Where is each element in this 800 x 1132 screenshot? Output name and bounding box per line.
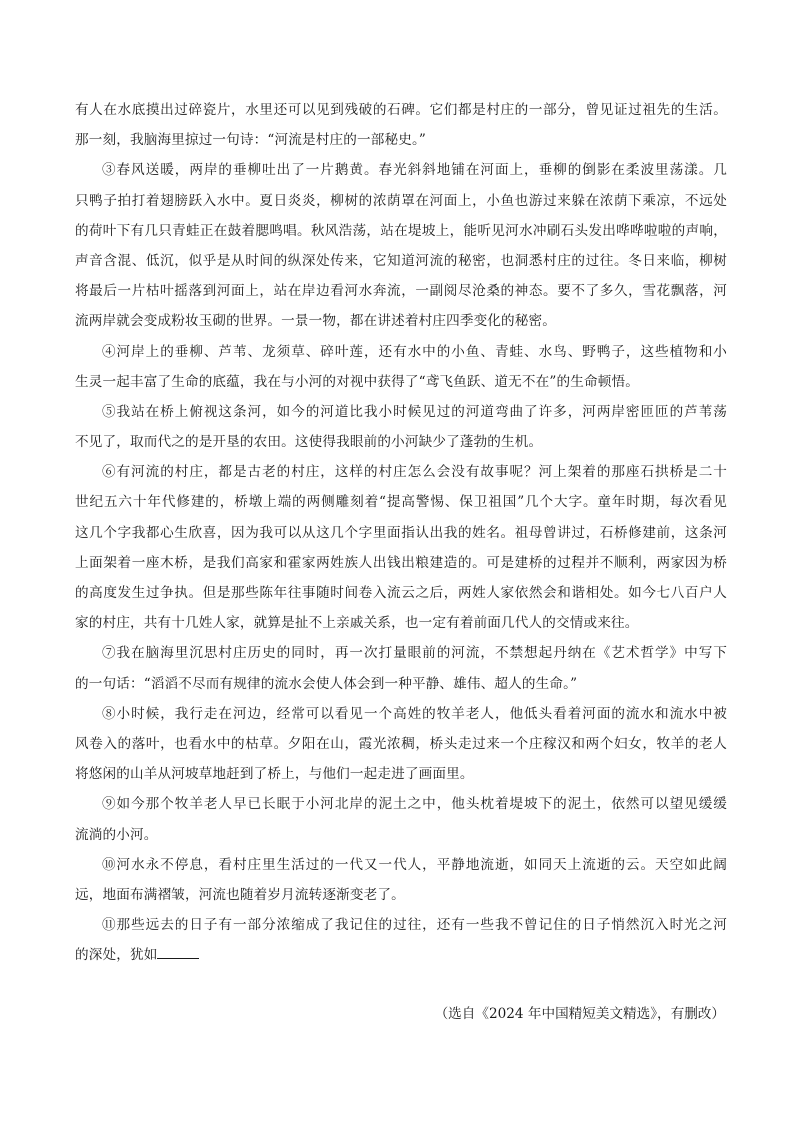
text-line-content: 的高度发生过争执。但是那些陈年往事随时间卷入流云之后，两姓人家依然会和谐相处。如今七八百户人 [75,585,727,601]
text-line [75,306,727,336]
text-line-content: 上面架着一座木桥，是我们高家和霍家两姓族人出钱出粮建造的。可是建桥的过程并不顺利，两家因为桥 [75,554,727,571]
text-line [75,699,727,729]
paragraph-p3 [75,155,727,336]
text-line-content: 的荷叶下有几只青蛙正在鼓着腮鸣唱。秋风浩荡，站在堤坡上，能听见河水冲刷石头发出哗哗啦啦的声响， [75,222,727,239]
text-line [75,246,727,276]
paragraph-p6 [75,457,727,638]
text-line-content: ⑩河水永不停息，看村庄里生活过的一代又一代人，平静地流逝，如同天上流逝的云。天空如此阔 [102,856,727,873]
text-line-content: 流淌的小河。 [75,826,158,843]
text-line-content: 风卷入的落叶，也看水中的枯草。夕阳在山，霞光浓稠，桥头走过来一个庄稼汉和两个妇女，牧羊的老人 [75,735,727,752]
paragraph-p9 [75,789,727,849]
text-line [75,457,727,487]
text-line-content: ⑦我在脑海里沉思村庄历史的同时，再一次打量眼前的河流，不禁想起丹纳在《艺术哲学》中写下 [102,645,727,662]
text-line-content: ⑨如今那个牧羊老人早已长眠于小河北岸的泥土之中，他头枕着堤坡下的泥土，依然可以望见缓缓 [102,796,727,813]
text-line [75,518,727,548]
text-line [75,789,727,819]
text-line-content: ③春风送暖，两岸的垂柳吐出了一片鹅黄。春光斜斜地铺在河面上，垂柳的倒影在柔波里荡漾。几 [102,162,727,179]
text-line [75,427,727,457]
text-line-content: 那一刻，我脑海里掠过一句诗：“河流是村庄的一部秘史。” [75,132,426,149]
text-line-content: 生灵一起丰富了生命的底蕴，我在与小河的对视中获得了“鸢飞鱼跃、道无不在”的生命顿悟。 [75,373,639,390]
text-line [75,940,727,970]
text-line [75,880,727,910]
text-line-content: ⑪那些远去的日子有一部分浓缩成了我记住的过往，还有一些我不曾记住的日子悄然沉入时光之河 [102,917,727,934]
text-line [75,910,727,940]
paragraph-p10 [75,850,727,910]
text-line [75,820,727,850]
text-line-content: 有人在水底摸出过碎瓷片，水里还可以见到残破的石碑。它们都是村庄的一部分，曾见证过祖先的生活。 [75,102,727,118]
text-line [75,397,727,427]
text-line [75,638,727,668]
text-line-content: 的深处，犹如 [75,947,158,964]
text-line-content: 声音含混、低沉，似乎是从时间的纵深处传来，它知道河流的秘密，也洞悉村庄的过往。冬日来临，柳树 [75,252,727,269]
text-line-content: ⑤我站在桥上俯视这条河，如今的河道比我小时候见过的河道弯曲了许多，河两岸密匝匝的芦苇荡 [102,403,727,420]
paragraph-p5 [75,397,727,457]
text-line [75,548,727,578]
text-line-content: 这几个字我都心生欣喜，因为我可以从这几个字里面指认出我的姓名。祖母曾讲过，石桥修建前，这条河 [75,524,727,541]
text-line-content: 流两岸就会变成粉妆玉砌的世界。一景一物，都在讲述着村庄四季变化的秘密。 [75,313,557,330]
text-line-content: 只鸭子拍打着翅膀跃入水中。夏日炎炎，柳树的浓荫罩在河面上，小鱼也游过来躲在浓荫下乘凉，不远处 [75,192,727,209]
text-line-content: ④河岸上的垂柳、芦苇、龙须草、碎叶莲，还有水中的小鱼、青蛙、水鸟、野鸭子，这些植物和小 [102,343,727,360]
article-body [75,95,727,970]
text-line [75,608,727,638]
paragraph-p-continued [75,95,727,155]
text-line [75,759,727,789]
text-line [75,155,727,185]
paragraph-p4 [75,337,727,397]
text-line [75,850,727,880]
source-citation: （选自《2024 年中国精短美文精选》，有删改） [434,1006,725,1022]
text-line-content: 远，地面布满褶皱，河流也随着岁月流转逐渐变老了。 [75,886,405,903]
text-line [75,578,727,608]
text-line [75,367,727,397]
text-line [75,95,727,125]
text-line-content: 将悠闲的山羊从河坡草地赶到了桥上，与他们一起走进了画面里。 [75,766,474,783]
text-line [75,125,727,155]
text-line [75,276,727,306]
text-line-content: 将最后一片枯叶摇落到河面上，站在岸边看河水奔流，一副阅尽沧桑的神态。要不了多久，雪花飘落，河 [75,283,727,300]
text-line-content: 不见了，取而代之的是开垦的农田。这使得我眼前的小河缺少了蓬勃的生机。 [75,434,543,451]
text-line [75,729,727,759]
fill-in-blank [157,943,199,959]
text-line-content: 家的村庄，共有十几姓人家，就算是扯不上亲戚关系，也一定有着前面几代人的交情或来往。 [75,615,639,632]
paragraph-p7 [75,638,727,698]
text-line-content: 世纪五六十年代修建的，桥墩上端的两侧雕刻着“提高警惕、保卫祖国”几个大字。童年时期，每次看见 [75,494,727,511]
text-line-content: ⑥有河流的村庄，都是古老的村庄，这样的村庄怎么会没有故事呢？河上架着的那座石拱桥是二十 [102,464,727,481]
text-line [75,487,727,517]
text-line-content: ⑧小时候，我行走在河边，经常可以看见一个高姓的牧羊老人，他低头看着河面的流水和流水中被 [102,705,727,722]
paragraph-p11 [75,910,727,970]
paragraph-p8 [75,699,727,790]
text-line [75,337,727,367]
text-line [75,669,727,699]
text-line [75,186,727,216]
text-line-content: 的一句话：“滔滔不尽而有规律的流水会使人体会到一种平静、雄伟、超人的生命。” [75,675,578,692]
text-line [75,216,727,246]
